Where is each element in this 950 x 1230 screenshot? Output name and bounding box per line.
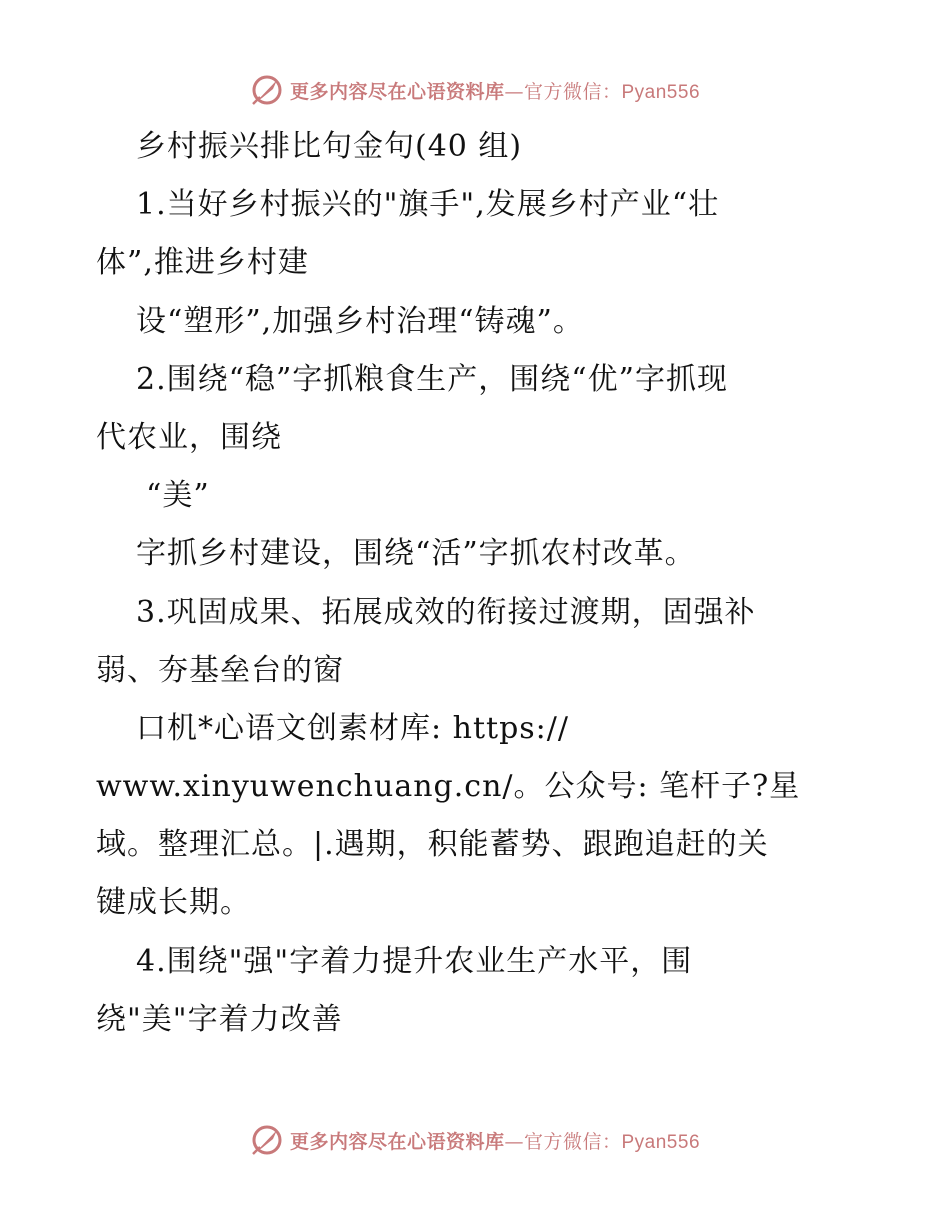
text-line: 口机*心语文创素材库: https://: [136, 710, 569, 746]
header-contact-label: 官方微信：: [523, 80, 622, 103]
text-line: 2.围绕“稳”字抓粮食生产，围绕“优”字抓现: [136, 361, 728, 397]
header-brand-text: 更多内容尽在心语资料库: [289, 80, 505, 103]
quill-pen-logo-icon: [250, 1123, 284, 1157]
header-watermark-inner: [250, 73, 700, 107]
text-line: 4.围绕"强"字着力提升农业生产水平，围: [136, 943, 693, 979]
footer-contact-id: Pyan556: [621, 1131, 701, 1153]
header-contact-id: Pyan556: [621, 81, 701, 103]
text-line: 设“塑形”,加强乡村治理“铸魂”。: [136, 303, 584, 339]
text-line: 弱、夯基垒台的窗: [96, 652, 344, 688]
text-line: 键成长期。: [96, 885, 251, 921]
text-line: 3.巩固成果、拓展成效的衔接过渡期，固强补: [136, 594, 756, 630]
text-line: 体”,推进乡村建: [96, 245, 309, 281]
header-watermark-banner: [0, 70, 950, 110]
footer-watermark-inner: [250, 1123, 700, 1157]
text-line: www.xinyuwenchuang.cn/。公众号: 笔杆子?星: [96, 769, 801, 805]
footer-brand-text: 更多内容尽在心语资料库: [289, 1130, 505, 1153]
text-line: 1.当好乡村振兴的"旗手",发展乡村产业“壮: [136, 187, 720, 223]
document-body: [96, 118, 866, 1049]
text-line: 字抓乡村建设，围绕“活”字抓农村改革。: [136, 536, 696, 572]
header-separator: —: [504, 80, 524, 103]
text-line: 域。整理汇总。|.遇期，积能蓄势、跟跑追赶的关: [96, 827, 769, 863]
quill-pen-logo-icon: [250, 73, 284, 107]
footer-watermark-text: [290, 1127, 700, 1154]
document-title: 乡村振兴排比句金句(40 组): [136, 129, 523, 164]
footer-watermark-banner: [0, 1120, 950, 1160]
footer-contact-label: 官方微信：: [523, 1130, 622, 1153]
header-watermark-text: [290, 77, 700, 104]
text-line: “美”: [146, 478, 210, 514]
text-line: 代农业，围绕: [96, 419, 282, 455]
text-line: 绕"美"字着力改善: [96, 1001, 343, 1037]
footer-separator: —: [504, 1130, 524, 1153]
